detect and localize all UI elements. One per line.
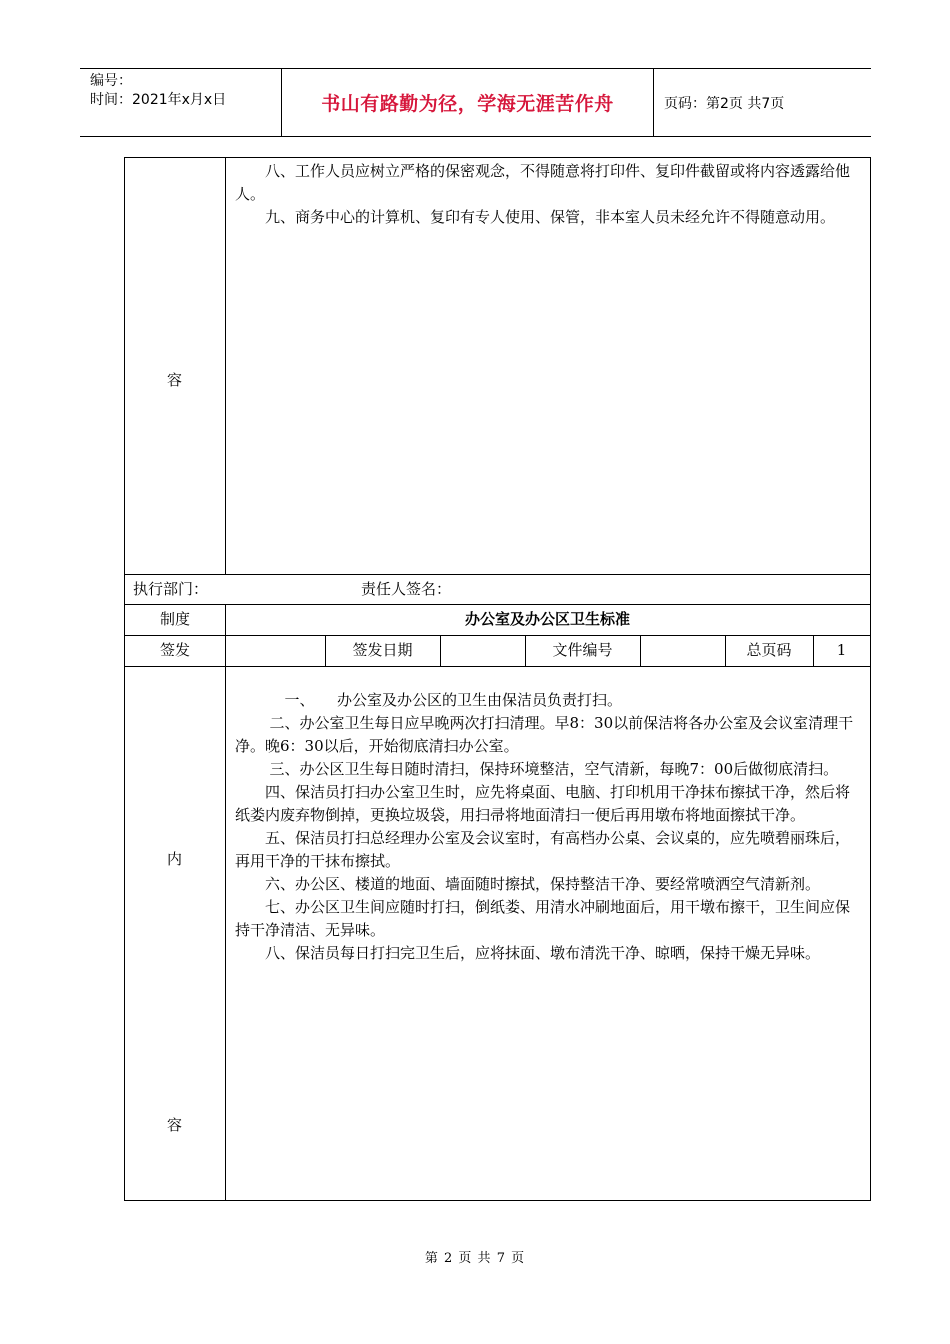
policy-table — [124, 157, 871, 1201]
row-divider — [125, 604, 870, 605]
section2-paragraph: 二、办公室卫生每日应早晚两次打扫清理。早8：30以前保洁将各办公室及会议室清理干净。晚6：30以后，开始彻底清扫办公室。 — [235, 714, 854, 755]
document-date: 时间：2021年x月x日 — [90, 92, 227, 108]
header-page-number: 页码：第2页 共7页 — [664, 95, 785, 112]
document-number-field-label: 文件编号 — [552, 641, 613, 659]
section1-paragraph: 八、工作人员应树立严格的保密观念，不得随意将打印件、复印件截留或将内容透露给他人。 — [235, 162, 851, 203]
section2-side-label-bottom: 容 — [167, 1116, 183, 1134]
column-divider — [225, 158, 226, 574]
section2-body — [235, 689, 863, 965]
section2-paragraph: 八、保洁员每日打扫完卫生后，应将抹面、墩布清洗干净、晾晒，保持干燥无异味。 — [265, 944, 821, 962]
section1-side-label: 容 — [167, 371, 183, 389]
section2-paragraph: 四、保洁员打扫办公室卫生时，应先将桌面、电脑、打印机用干净抹布擦拭干净，然后将纸娄内废弃物倒掉，更换垃圾袋，用扫帚将地面清扫一便后再用墩布将地面擦拭干净。 — [235, 783, 851, 824]
document-header — [80, 68, 871, 137]
section2-paragraph: 三、办公区卫生每日随时清扫，保持环境整洁，空气清新，每晚7：00后做彻底清扫。 — [269, 760, 839, 778]
total-pages-value: 1 — [836, 641, 847, 659]
column-divider — [225, 666, 226, 1200]
total-pages-label: 总页码 — [746, 641, 792, 659]
department-label: 执行部门： — [133, 580, 209, 598]
section1-paragraph: 九、商务中心的计算机、复印有专人使用、保管，非本室人员未经允许不得随意动用。 — [265, 208, 836, 226]
issue-label: 签发 — [159, 641, 190, 659]
section2-paragraph: 六、办公区、楼道的地面、墙面随时擦拭，保持整洁干净、要经常喷洒空气清新剂。 — [265, 875, 821, 893]
issue-date-label: 签发日期 — [352, 641, 413, 659]
header-motto-cell — [281, 69, 654, 136]
policy-title: 办公室及办公区卫生标准 — [464, 610, 630, 628]
responsible-signature-label: 责任人签名： — [361, 580, 452, 598]
header-info — [80, 69, 281, 136]
section2-paragraph: 五、保洁员打扫总经理办公室及会议室时，有高档办公桌、会议桌的，应先喷碧丽珠后，再用干净的干抹布擦拭。 — [235, 829, 851, 870]
policy-label: 制度 — [159, 610, 190, 628]
document-number-label: 编号： — [90, 73, 132, 89]
section2-paragraph: 七、办公区卫生间应随时打扫，倒纸娄、用清水冲刷地面后，用干墩布擦干，卫生间应保持干净清洁、无异味。 — [235, 898, 851, 939]
row-divider — [125, 574, 870, 575]
page-footer: 第 2 页 共 7 页 — [424, 1251, 526, 1266]
column-divider — [440, 635, 441, 666]
column-divider — [225, 635, 226, 666]
row-divider — [125, 635, 870, 636]
column-divider — [640, 635, 641, 666]
section2-side-label-top: 内 — [167, 850, 183, 868]
section1-body — [235, 160, 863, 229]
motto-text: 书山有路勤为径，学海无涯苦作舟 — [321, 93, 614, 115]
row-divider — [125, 666, 870, 667]
section2-paragraph: 一、 办公室及办公区的卫生由保洁员负责打扫。 — [284, 691, 623, 709]
